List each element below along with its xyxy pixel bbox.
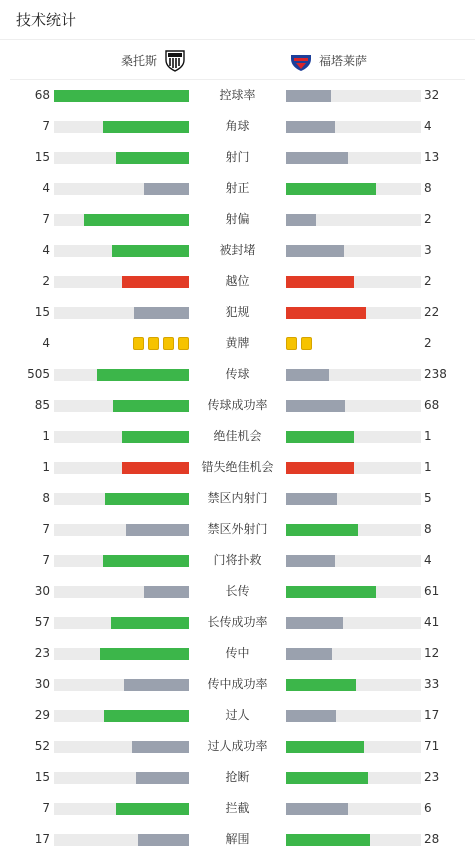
home-bar xyxy=(122,276,190,288)
stat-label: 错失绝佳机会 xyxy=(201,460,274,474)
away-bar xyxy=(286,617,343,629)
home-value: 30 xyxy=(34,584,50,598)
home-bar-track xyxy=(54,245,189,257)
away-bar-track xyxy=(286,214,421,226)
stat-row xyxy=(0,173,475,204)
stat-row xyxy=(0,638,475,669)
home-team[interactable] xyxy=(121,40,187,80)
home-bar xyxy=(103,121,189,133)
home-bar xyxy=(126,524,189,536)
away-bar-track xyxy=(286,524,421,536)
away-bar xyxy=(286,121,335,133)
home-value: 15 xyxy=(34,305,50,319)
away-value: 1 xyxy=(424,460,432,474)
away-yellow-cards xyxy=(286,337,312,350)
home-value: 8 xyxy=(42,491,50,505)
away-bar-track xyxy=(286,245,421,257)
away-bar-track xyxy=(286,493,421,505)
page-title: 技术统计 xyxy=(16,11,77,29)
away-value: 2 xyxy=(424,274,432,288)
home-bar-track xyxy=(54,493,189,505)
stat-label: 拦截 xyxy=(225,801,250,815)
away-value: 5 xyxy=(424,491,432,505)
home-bar-track xyxy=(54,834,189,846)
away-bar xyxy=(286,276,354,288)
stat-label: 传球 xyxy=(225,367,250,381)
home-bar xyxy=(105,493,189,505)
away-value: 1 xyxy=(424,429,432,443)
away-value: 61 xyxy=(424,584,440,598)
stat-label: 传球成功率 xyxy=(207,398,268,412)
away-value: 71 xyxy=(424,739,440,753)
home-bar xyxy=(138,834,189,846)
home-bar xyxy=(103,555,189,567)
home-bar xyxy=(136,772,189,784)
yellow-card-icon xyxy=(148,337,159,350)
away-value: 33 xyxy=(424,677,440,691)
stat-label: 过人成功率 xyxy=(207,739,268,753)
stat-label: 射门 xyxy=(225,150,250,164)
home-value: 30 xyxy=(34,677,50,691)
home-bar xyxy=(116,152,189,164)
stat-row xyxy=(0,793,475,824)
stat-row xyxy=(0,328,475,359)
away-bar xyxy=(286,183,376,195)
away-value: 6 xyxy=(424,801,432,815)
home-value: 15 xyxy=(34,150,50,164)
home-yellow-cards xyxy=(133,337,189,350)
away-bar-track xyxy=(286,679,421,691)
away-bar-track xyxy=(286,183,421,195)
home-bar-track xyxy=(54,803,189,815)
home-bar-track xyxy=(54,741,189,753)
stats-list xyxy=(0,80,475,855)
away-value: 238 xyxy=(424,367,447,381)
away-team-name: 福塔莱萨 xyxy=(319,53,368,68)
home-bar-track xyxy=(54,617,189,629)
away-value: 3 xyxy=(424,243,432,257)
away-bar xyxy=(286,214,316,226)
away-value: 32 xyxy=(424,88,440,102)
home-bar-track xyxy=(54,307,189,319)
away-bar-track xyxy=(286,741,421,753)
home-bar-track xyxy=(54,679,189,691)
home-bar xyxy=(113,400,189,412)
home-bar-track xyxy=(54,369,189,381)
home-bar xyxy=(97,369,189,381)
away-value: 8 xyxy=(424,522,432,536)
home-value: 1 xyxy=(42,460,50,474)
yellow-card-icon xyxy=(178,337,189,350)
stat-row xyxy=(0,235,475,266)
stat-label: 射偏 xyxy=(225,212,250,226)
stat-row xyxy=(0,204,475,235)
home-value: 52 xyxy=(34,739,50,753)
away-bar-track xyxy=(286,462,421,474)
home-bar-track xyxy=(54,524,189,536)
home-value: 505 xyxy=(27,367,50,381)
stat-row xyxy=(0,390,475,421)
stat-row xyxy=(0,80,475,111)
home-bar xyxy=(122,462,190,474)
stat-row xyxy=(0,297,475,328)
stat-label: 黄牌 xyxy=(225,336,250,350)
stat-row xyxy=(0,421,475,452)
away-value: 22 xyxy=(424,305,440,319)
stat-row xyxy=(0,359,475,390)
home-value: 57 xyxy=(34,615,50,629)
team-row xyxy=(10,40,465,80)
away-value: 41 xyxy=(424,615,440,629)
away-value: 4 xyxy=(424,119,432,133)
home-value: 4 xyxy=(42,181,50,195)
away-bar xyxy=(286,648,332,660)
home-bar xyxy=(124,679,189,691)
away-bar-track xyxy=(286,400,421,412)
stat-label: 角球 xyxy=(225,119,250,133)
away-bar xyxy=(286,772,368,784)
away-value: 12 xyxy=(424,646,440,660)
home-bar-track xyxy=(54,710,189,722)
home-bar xyxy=(54,90,189,102)
away-bar xyxy=(286,431,354,443)
santos-crest-icon xyxy=(163,48,187,72)
stat-label: 过人 xyxy=(225,708,250,722)
away-bar xyxy=(286,679,356,691)
away-value: 17 xyxy=(424,708,440,722)
stat-label: 控球率 xyxy=(219,88,256,102)
away-bar-track xyxy=(286,586,421,598)
away-bar xyxy=(286,586,376,598)
yellow-card-icon xyxy=(301,337,312,350)
home-bar xyxy=(116,803,189,815)
stat-row xyxy=(0,514,475,545)
stat-row xyxy=(0,700,475,731)
stat-label: 门将扑救 xyxy=(213,553,262,567)
home-value: 7 xyxy=(42,522,50,536)
home-value: 85 xyxy=(34,398,50,412)
stat-label: 长传 xyxy=(225,584,250,598)
away-bar-track xyxy=(286,369,421,381)
away-bar xyxy=(286,834,370,846)
away-value: 28 xyxy=(424,832,440,846)
home-bar-track xyxy=(54,431,189,443)
away-value: 2 xyxy=(424,212,432,226)
away-bar xyxy=(286,493,337,505)
yellow-card-icon xyxy=(163,337,174,350)
away-bar xyxy=(286,803,348,815)
home-bar-track xyxy=(54,586,189,598)
home-value: 68 xyxy=(34,88,50,102)
away-bar xyxy=(286,400,345,412)
home-bar-track xyxy=(54,400,189,412)
home-value: 2 xyxy=(42,274,50,288)
stat-row xyxy=(0,607,475,638)
stat-label: 犯规 xyxy=(225,305,250,319)
home-bar-track xyxy=(54,276,189,288)
away-bar-track xyxy=(286,121,421,133)
stat-label: 禁区外射门 xyxy=(207,522,268,536)
home-bar xyxy=(122,431,190,443)
stat-row xyxy=(0,824,475,855)
fortaleza-crest-icon xyxy=(289,48,313,72)
stat-row xyxy=(0,452,475,483)
home-bar-track xyxy=(54,555,189,567)
home-bar-track xyxy=(54,648,189,660)
away-bar-track xyxy=(286,555,421,567)
stat-label: 被封堵 xyxy=(219,243,256,257)
stat-label: 解围 xyxy=(225,832,250,846)
away-bar xyxy=(286,369,329,381)
home-value: 29 xyxy=(34,708,50,722)
yellow-card-icon xyxy=(286,337,297,350)
stat-row xyxy=(0,111,475,142)
home-bar-track xyxy=(54,462,189,474)
stat-label: 禁区内射门 xyxy=(207,491,268,505)
home-value: 7 xyxy=(42,553,50,567)
home-value: 7 xyxy=(42,212,50,226)
home-value: 4 xyxy=(42,243,50,257)
home-bar-track xyxy=(54,152,189,164)
away-bar-track xyxy=(286,617,421,629)
away-bar-track xyxy=(286,152,421,164)
away-bar-track xyxy=(286,772,421,784)
away-bar xyxy=(286,710,336,722)
home-bar xyxy=(100,648,189,660)
yellow-card-icon xyxy=(133,337,144,350)
home-bar-track xyxy=(54,121,189,133)
away-value: 68 xyxy=(424,398,440,412)
home-bar xyxy=(134,307,189,319)
home-bar xyxy=(104,710,189,722)
away-bar xyxy=(286,245,344,257)
stat-label: 抢断 xyxy=(225,770,250,784)
away-bar-track xyxy=(286,648,421,660)
away-value: 23 xyxy=(424,770,440,784)
home-bar xyxy=(111,617,189,629)
stat-row xyxy=(0,142,475,173)
away-bar-track xyxy=(286,90,421,102)
home-bar xyxy=(144,183,189,195)
stat-label: 传中 xyxy=(225,646,250,660)
stat-label: 越位 xyxy=(225,274,250,288)
stats-header xyxy=(0,0,475,40)
stat-label: 长传成功率 xyxy=(207,615,268,629)
stat-row xyxy=(0,266,475,297)
home-bar xyxy=(132,741,189,753)
home-bar-track xyxy=(54,772,189,784)
home-bar-track xyxy=(54,183,189,195)
home-value: 4 xyxy=(42,336,50,350)
away-team[interactable] xyxy=(289,40,367,80)
away-bar-track xyxy=(286,803,421,815)
away-bar-track xyxy=(286,710,421,722)
away-bar xyxy=(286,90,331,102)
home-bar xyxy=(84,214,189,226)
away-bar xyxy=(286,462,354,474)
home-value: 7 xyxy=(42,119,50,133)
away-value: 2 xyxy=(424,336,432,350)
away-bar-track xyxy=(286,276,421,288)
home-bar xyxy=(112,245,189,257)
away-bar-track xyxy=(286,834,421,846)
stat-row xyxy=(0,669,475,700)
home-value: 17 xyxy=(34,832,50,846)
away-bar-track xyxy=(286,431,421,443)
stat-row xyxy=(0,545,475,576)
away-bar xyxy=(286,152,348,164)
home-value: 1 xyxy=(42,429,50,443)
home-bar xyxy=(144,586,189,598)
away-bar-track xyxy=(286,307,421,319)
home-value: 7 xyxy=(42,801,50,815)
home-value: 23 xyxy=(34,646,50,660)
home-value: 15 xyxy=(34,770,50,784)
away-bar xyxy=(286,741,364,753)
stat-label: 传中成功率 xyxy=(207,677,268,691)
away-value: 8 xyxy=(424,181,432,195)
away-bar xyxy=(286,307,366,319)
stat-label: 射正 xyxy=(225,181,250,195)
away-value: 13 xyxy=(424,150,440,164)
away-bar xyxy=(286,555,335,567)
home-bar-track xyxy=(54,90,189,102)
home-team-name: 桑托斯 xyxy=(120,53,157,68)
away-value: 4 xyxy=(424,553,432,567)
stat-row xyxy=(0,731,475,762)
away-bar xyxy=(286,524,358,536)
home-bar-track xyxy=(54,214,189,226)
stat-row xyxy=(0,483,475,514)
stat-row xyxy=(0,576,475,607)
stat-row xyxy=(0,762,475,793)
stat-label: 绝佳机会 xyxy=(213,429,262,443)
